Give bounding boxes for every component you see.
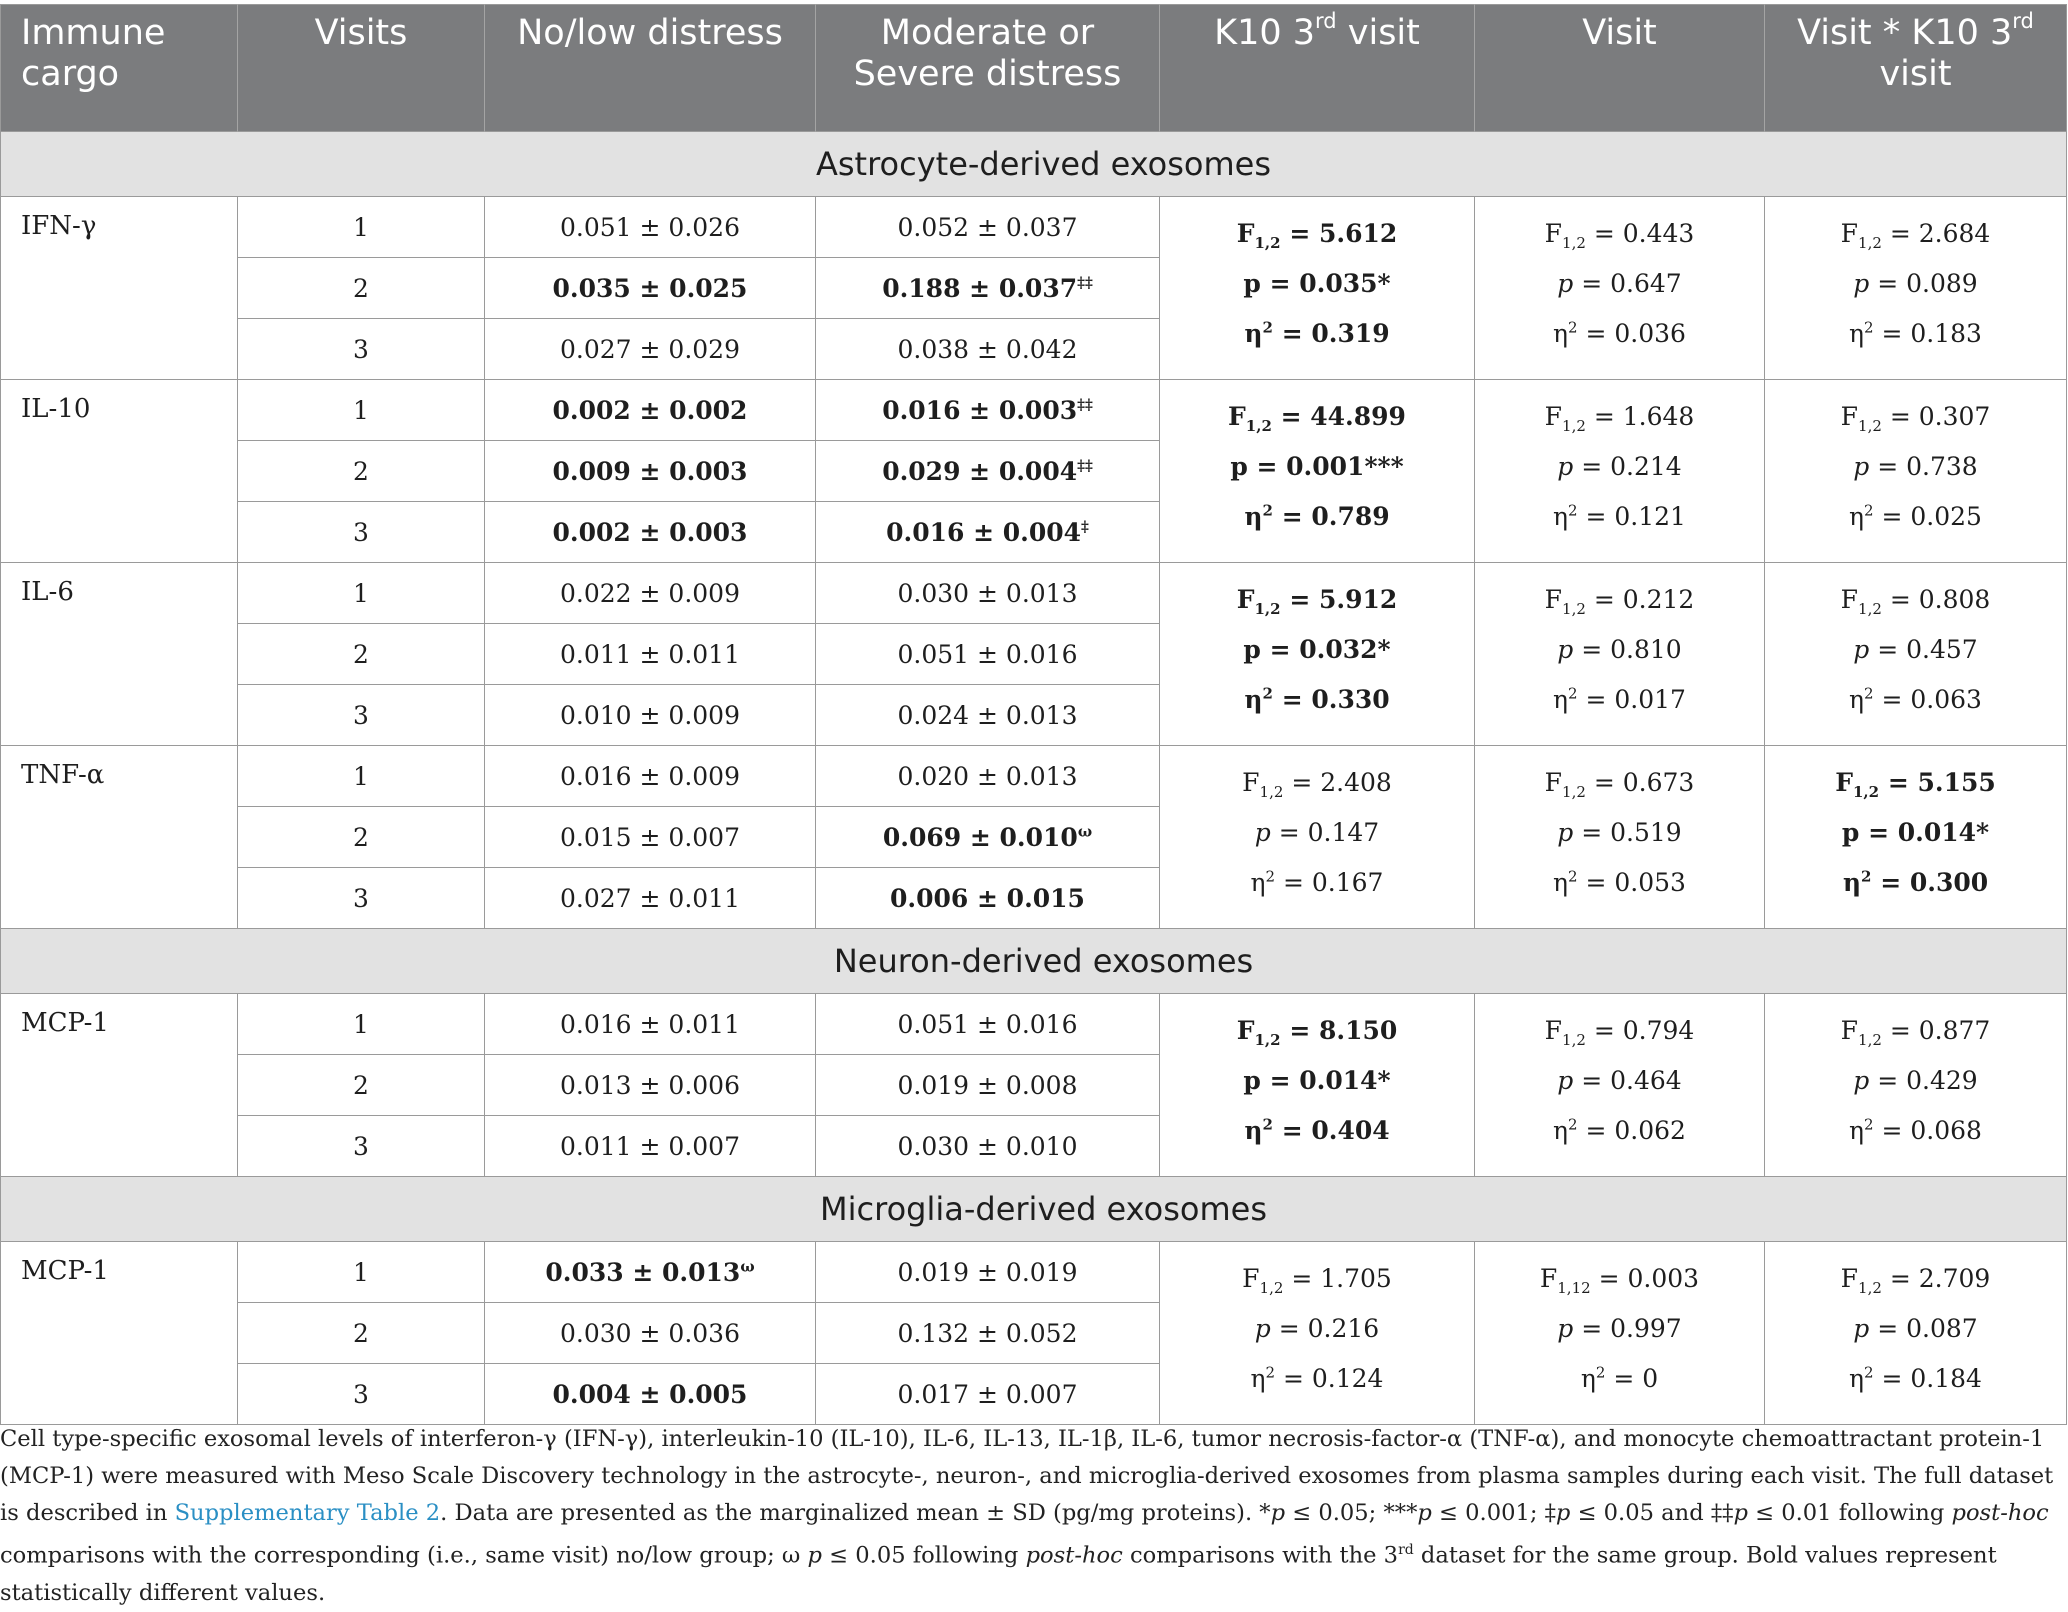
f-stat: $F_{1,2} = 0.673$	[1544, 768, 1695, 801]
p-stat: p = 0.738	[1853, 452, 1978, 481]
visit_stat-stat-cell	[1475, 563, 1765, 746]
moderate-value: 0.030 ± 0.010	[897, 1131, 1078, 1161]
eta-stat: $\eta^2 = 0.121$	[1553, 501, 1686, 531]
nolow-cell	[485, 441, 816, 502]
p-value: = 0.738	[1869, 452, 1978, 481]
moderate-cell	[816, 1303, 1160, 1364]
visit-cell: 2	[238, 624, 485, 685]
eta-value: = 0.404	[1272, 1116, 1390, 1145]
f-df: 1,2	[1562, 1031, 1586, 1049]
header-nolow: No/low distress	[485, 5, 816, 132]
eta-stat: $\eta^2 = 0.063$	[1849, 684, 1982, 714]
f-value: = 5.155	[1879, 768, 1996, 797]
visit-cell: 1	[238, 746, 485, 807]
p-value: = 0.997	[1573, 1314, 1682, 1343]
table-row	[1, 380, 2067, 441]
f-stat: $F_{1,2} = 2.709$	[1840, 1264, 1991, 1297]
visit-cell: 3	[238, 868, 485, 929]
p-value: = 0.001***	[1247, 452, 1404, 481]
f-value: = 44.899	[1271, 402, 1406, 431]
visit_stat-stat-cell	[1475, 746, 1765, 929]
moderate-cell	[816, 685, 1160, 746]
f-value: = 5.612	[1280, 219, 1398, 248]
cargo-cell: IFN-γ	[1, 197, 238, 380]
f-stat: $F_{1,2} = 5.612$	[1236, 219, 1398, 252]
f-value: = 0.877	[1881, 1016, 1991, 1045]
eta-stat: $\eta^2 = 0.319$	[1244, 318, 1390, 348]
eta-value: = 0.124	[1275, 1364, 1384, 1393]
p-value: = 0.014*	[1260, 1066, 1391, 1095]
results-table	[0, 4, 2067, 1425]
nolow-value: 0.022 ± 0.009	[560, 578, 740, 608]
f-df: 1,12	[1557, 1279, 1591, 1297]
eta-stat: $\eta^2 = 0.404$	[1244, 1115, 1390, 1145]
header-k10: K10 3rd visit	[1160, 5, 1475, 132]
visit_stat-stat-cell	[1475, 1242, 1765, 1425]
nolow-value: 0.011 ± 0.011	[560, 639, 740, 669]
f-df: 1,2	[1858, 1279, 1882, 1297]
f-stat: $F_{1,2} = 0.212$	[1544, 585, 1695, 618]
f-stat: $F_{1,2} = 2.684$	[1840, 219, 1991, 252]
eta-value: = 0.330	[1272, 685, 1390, 714]
p-stat: p = 0.810	[1557, 635, 1682, 664]
nolow-cell	[485, 197, 816, 258]
f-value: = 8.150	[1280, 1016, 1398, 1045]
eta-value: = 0.183	[1873, 319, 1982, 348]
inter-stat-cell	[1765, 994, 2067, 1177]
eta-stat: $\eta^2 = 0.017$	[1553, 684, 1686, 714]
f-value: = 0.794	[1585, 1016, 1695, 1045]
moderate-value: 0.019 ± 0.019	[897, 1257, 1078, 1287]
eta-stat: $\eta^2 = 0$	[1580, 1363, 1659, 1393]
visit_stat-stat-cell	[1475, 380, 1765, 563]
moderate-cell	[816, 1242, 1160, 1303]
p-stat: p = 0.429	[1853, 1066, 1978, 1095]
moderate-value: 0.030 ± 0.013	[897, 578, 1078, 608]
nolow-cell	[485, 624, 816, 685]
nolow-value: 0.051 ± 0.026	[560, 212, 740, 242]
p-stat: p = 0.032*	[1243, 635, 1391, 664]
moderate-value: 0.024 ± 0.013	[897, 700, 1078, 730]
f-stat: $F_{1,2} = 44.899$	[1228, 402, 1406, 435]
moderate-mark: ‡‡	[1077, 456, 1093, 475]
f-df: 1,2	[1245, 417, 1272, 435]
f-value: = 1.648	[1585, 402, 1695, 431]
p-value: = 0.457	[1869, 635, 1978, 664]
f-df: 1,2	[1259, 1279, 1284, 1297]
eta-value: = 0.184	[1873, 1364, 1982, 1393]
p-stat: p = 0.147	[1254, 818, 1380, 847]
k10-stat-cell	[1160, 563, 1475, 746]
eta-stat: $\eta^2 = 0.068$	[1849, 1115, 1982, 1145]
section-title: Astrocyte-derived exosomes	[1, 132, 2067, 197]
moderate-cell	[816, 563, 1160, 624]
p-stat: p = 0.519	[1557, 818, 1682, 847]
moderate-cell	[816, 1116, 1160, 1177]
moderate-cell	[816, 319, 1160, 380]
f-df: 1,2	[1254, 600, 1281, 618]
nolow-cell	[485, 807, 816, 868]
cargo-cell: MCP-1	[1, 994, 238, 1177]
moderate-cell	[816, 624, 1160, 685]
f-value: = 1.705	[1283, 1264, 1392, 1293]
moderate-value: 0.188 ± 0.037	[882, 273, 1078, 303]
f-df: 1,2	[1858, 1031, 1882, 1049]
eta-stat: $\eta^2 = 0.062$	[1553, 1115, 1686, 1145]
visit-cell: 2	[238, 807, 485, 868]
nolow-value: 0.030 ± 0.036	[560, 1318, 740, 1348]
eta-stat: $\eta^2 = 0.025$	[1849, 501, 1982, 531]
p-value: = 0.087	[1869, 1314, 1978, 1343]
eta-value: = 0.017	[1577, 685, 1686, 714]
eta-stat: $\eta^2 = 0.183$	[1849, 318, 1982, 348]
visit-cell: 1	[238, 994, 485, 1055]
p-value: = 0.519	[1573, 818, 1682, 847]
nolow-cell	[485, 563, 816, 624]
f-stat: $F_{1,2} = 2.408$	[1242, 768, 1392, 801]
nolow-value: 0.002 ± 0.002	[552, 395, 748, 425]
eta-value: = 0.053	[1577, 868, 1686, 897]
visit-cell: 3	[238, 685, 485, 746]
table-caption: Cell type-specific exosomal levels of interferon-γ (IFN-γ), interleukin-10 (IL-10), IL-6, IL-13, IL-1β, IL-6, tumor necrosis-factor-α (TNF-α), and monocyte chemoattractant protein-1 (MCP-1) were measured with Meso Scale Discovery technology in the astrocyte-, neuron-, and microglia-derived exosomes from plasma samples during each visit. The full dataset is described in Supplementary Table 2. Data are presented as the marginalized mean ± SD (pg/mg proteins). *p ≤ 0.05; ***p ≤ 0.001; ‡p ≤ 0.05 and ‡‡p ≤ 0.01 following post-hoc comparisons with the corresponding (i.e., same visit) no/low group; ω p ≤ 0.05 following post-hoc comparisons with the 3rd dataset for the same group. Bold values represent statistically different values.	[0, 1426, 2054, 1606]
f-stat: $F_{1,2} = 0.808$	[1840, 585, 1991, 618]
f-value: = 0.003	[1590, 1264, 1700, 1293]
k10-stat-cell	[1160, 197, 1475, 380]
eta-stat: $\eta^2 = 0.184$	[1849, 1363, 1982, 1393]
f-stat: $F_{1,2} = 0.877$	[1840, 1016, 1991, 1049]
eta-value: = 0.121	[1577, 502, 1686, 531]
visit-cell: 3	[238, 502, 485, 563]
visit-cell: 2	[238, 441, 485, 502]
nolow-cell	[485, 994, 816, 1055]
moderate-value: 0.132 ± 0.052	[897, 1318, 1078, 1348]
moderate-cell	[816, 258, 1160, 319]
nolow-value: 0.009 ± 0.003	[552, 456, 748, 486]
f-df: 1,2	[1853, 783, 1880, 801]
f-stat: $F_{1,2} = 5.912$	[1236, 585, 1398, 618]
eta-value: = 0	[1605, 1364, 1659, 1393]
moderate-value: 0.038 ± 0.042	[897, 334, 1078, 364]
moderate-cell	[816, 1364, 1160, 1425]
eta-value: = 0.068	[1873, 1116, 1982, 1145]
eta-stat: $\eta^2 = 0.300$	[1842, 867, 1989, 897]
nolow-value: 0.016 ± 0.011	[560, 1009, 740, 1039]
f-df: 1,2	[1858, 417, 1882, 435]
visit-cell: 2	[238, 258, 485, 319]
moderate-cell	[816, 746, 1160, 807]
p-stat: p = 0.214	[1557, 452, 1682, 481]
nolow-value: 0.010 ± 0.009	[560, 700, 740, 730]
k10-stat-cell	[1160, 1242, 1475, 1425]
eta-value: = 0.167	[1275, 868, 1384, 897]
p-value: = 0.647	[1573, 269, 1682, 298]
p-stat: p = 0.647	[1557, 269, 1682, 298]
nolow-value: 0.016 ± 0.009	[560, 761, 740, 791]
moderate-value: 0.020 ± 0.013	[897, 761, 1078, 791]
p-stat: p = 0.464	[1557, 1066, 1682, 1095]
f-value: = 0.212	[1585, 585, 1695, 614]
p-value: = 0.464	[1573, 1066, 1682, 1095]
p-value: = 0.429	[1869, 1066, 1978, 1095]
section-title: Neuron-derived exosomes	[1, 929, 2067, 994]
k10-stat-cell	[1160, 746, 1475, 929]
visit_stat-stat-cell	[1475, 197, 1765, 380]
moderate-value: 0.052 ± 0.037	[897, 212, 1078, 242]
visit-cell: 1	[238, 380, 485, 441]
nolow-cell	[485, 1116, 816, 1177]
visit-cell: 3	[238, 1364, 485, 1425]
inter-stat-cell	[1765, 563, 2067, 746]
nolow-mark: ω	[740, 1257, 755, 1276]
section-row	[1, 929, 2067, 994]
p-value: = 0.014*	[1859, 818, 1990, 847]
section-row	[1, 1177, 2067, 1242]
f-df: 1,2	[1562, 234, 1586, 252]
nolow-cell	[485, 746, 816, 807]
visit-cell: 1	[238, 1242, 485, 1303]
moderate-value: 0.017 ± 0.007	[897, 1379, 1078, 1409]
moderate-cell	[816, 502, 1160, 563]
p-value: = 0.216	[1270, 1314, 1380, 1343]
p-value: = 0.032*	[1260, 635, 1391, 664]
visit-cell: 3	[238, 1116, 485, 1177]
f-value: = 0.673	[1585, 768, 1695, 797]
moderate-cell	[816, 807, 1160, 868]
header-moderate: Moderate or Severe distress	[816, 5, 1160, 132]
f-df: 1,2	[1858, 234, 1882, 252]
moderate-cell	[816, 868, 1160, 929]
f-stat: $F_{1,12} = 0.003$	[1539, 1264, 1700, 1297]
moderate-value: 0.006 ± 0.015	[890, 883, 1085, 913]
p-value: = 0.810	[1573, 635, 1682, 664]
inter-stat-cell	[1765, 197, 2067, 380]
eta-value: = 0.062	[1577, 1116, 1686, 1145]
visit-cell: 1	[238, 197, 485, 258]
moderate-cell	[816, 441, 1160, 502]
visit_stat-stat-cell	[1475, 994, 1765, 1177]
nolow-cell	[485, 380, 816, 441]
f-df: 1,2	[1858, 600, 1882, 618]
moderate-cell	[816, 380, 1160, 441]
f-value: = 2.408	[1283, 768, 1392, 797]
p-stat: p = 0.014*	[1841, 818, 1990, 847]
header-row	[1, 5, 2067, 132]
f-df: 1,2	[1254, 1031, 1281, 1049]
nolow-value: 0.004 ± 0.005	[552, 1379, 748, 1409]
f-value: = 0.808	[1881, 585, 1991, 614]
moderate-value: 0.016 ± 0.004	[886, 517, 1082, 547]
p-value: = 0.147	[1270, 818, 1380, 847]
f-df: 1,2	[1562, 417, 1586, 435]
table-row	[1, 563, 2067, 624]
nolow-cell	[485, 868, 816, 929]
cargo-cell: MCP-1	[1, 1242, 238, 1425]
moderate-value: 0.051 ± 0.016	[897, 639, 1078, 669]
visit-cell: 3	[238, 319, 485, 380]
header-visit: Visit	[1475, 5, 1765, 132]
nolow-cell	[485, 1242, 816, 1303]
eta-value: = 0.300	[1871, 868, 1989, 897]
f-stat: $F_{1,2} = 5.155$	[1835, 768, 1996, 801]
table-row	[1, 1242, 2067, 1303]
f-df: 1,2	[1562, 783, 1586, 801]
header-visits: Visits	[238, 5, 485, 132]
moderate-mark: ‡‡	[1077, 273, 1093, 292]
nolow-cell	[485, 319, 816, 380]
moderate-mark: ‡‡	[1077, 395, 1093, 414]
p-stat: p = 0.216	[1254, 1314, 1380, 1343]
nolow-value: 0.027 ± 0.029	[560, 334, 740, 364]
eta-stat: $\eta^2 = 0.789$	[1244, 501, 1390, 531]
eta-stat: $\eta^2 = 0.053$	[1553, 867, 1686, 897]
f-value: = 2.709	[1881, 1264, 1991, 1293]
inter-stat-cell	[1765, 1242, 2067, 1425]
p-stat: p = 0.997	[1557, 1314, 1682, 1343]
p-stat: p = 0.089	[1853, 269, 1978, 298]
eta-value: = 0.063	[1873, 685, 1982, 714]
nolow-cell	[485, 685, 816, 746]
nolow-value: 0.035 ± 0.025	[552, 273, 748, 303]
nolow-value: 0.013 ± 0.006	[560, 1070, 740, 1100]
f-df: 1,2	[1259, 783, 1284, 801]
moderate-value: 0.051 ± 0.016	[897, 1009, 1078, 1039]
nolow-cell	[485, 1055, 816, 1116]
eta-stat: $\eta^2 = 0.124$	[1250, 1363, 1384, 1393]
f-stat: $F_{1,2} = 0.307$	[1840, 402, 1991, 435]
visit-cell: 1	[238, 563, 485, 624]
moderate-cell	[816, 994, 1160, 1055]
p-stat: p = 0.457	[1853, 635, 1978, 664]
f-value: = 2.684	[1881, 219, 1991, 248]
nolow-cell	[485, 1364, 816, 1425]
p-stat: p = 0.001***	[1230, 452, 1404, 481]
f-stat: $F_{1,2} = 1.705$	[1242, 1264, 1392, 1297]
moderate-value: 0.019 ± 0.008	[897, 1070, 1078, 1100]
p-value: = 0.089	[1869, 269, 1978, 298]
section-row	[1, 132, 2067, 197]
eta-stat: $\eta^2 = 0.036$	[1553, 318, 1686, 348]
cargo-cell: IL-6	[1, 563, 238, 746]
k10-stat-cell	[1160, 380, 1475, 563]
supplementary-link[interactable]: Supplementary Table 2	[174, 1500, 441, 1526]
table-body	[1, 132, 2067, 1425]
f-value: = 0.307	[1881, 402, 1991, 431]
table-row	[1, 994, 2067, 1055]
p-value: = 0.214	[1573, 452, 1682, 481]
f-stat: $F_{1,2} = 0.794$	[1544, 1016, 1695, 1049]
table-row	[1, 746, 2067, 807]
cargo-cell: TNF-α	[1, 746, 238, 929]
table-row	[1, 197, 2067, 258]
f-value: = 5.912	[1280, 585, 1398, 614]
moderate-mark: ω	[1077, 822, 1093, 841]
p-value: = 0.035*	[1260, 269, 1391, 298]
cargo-cell: IL-10	[1, 380, 238, 563]
f-stat: $F_{1,2} = 8.150$	[1236, 1016, 1398, 1049]
moderate-value: 0.069 ± 0.010	[882, 822, 1078, 852]
moderate-value: 0.016 ± 0.003	[882, 395, 1078, 425]
nolow-value: 0.033 ± 0.013	[545, 1257, 741, 1287]
nolow-cell	[485, 258, 816, 319]
inter-stat-cell	[1765, 746, 2067, 929]
nolow-value: 0.011 ± 0.007	[560, 1131, 740, 1161]
p-stat: p = 0.035*	[1243, 269, 1391, 298]
p-stat: p = 0.087	[1853, 1314, 1978, 1343]
eta-value: = 0.789	[1272, 502, 1390, 531]
eta-value: = 0.025	[1873, 502, 1982, 531]
f-stat: $F_{1,2} = 1.648$	[1544, 402, 1695, 435]
k10-stat-cell	[1160, 994, 1475, 1177]
eta-stat: $\eta^2 = 0.330$	[1244, 684, 1390, 714]
f-stat: $F_{1,2} = 0.443$	[1544, 219, 1695, 252]
p-stat: p = 0.014*	[1243, 1066, 1391, 1095]
nolow-cell	[485, 1303, 816, 1364]
header-immune-cargo: Immune cargo	[1, 5, 238, 132]
header-interaction: Visit * K10 3rd visit	[1765, 5, 2067, 132]
moderate-value: 0.029 ± 0.004	[882, 456, 1078, 486]
eta-value: = 0.036	[1577, 319, 1686, 348]
inter-stat-cell	[1765, 380, 2067, 563]
nolow-value: 0.027 ± 0.011	[560, 883, 740, 913]
visit-cell: 2	[238, 1055, 485, 1116]
f-value: = 0.443	[1585, 219, 1695, 248]
visit-cell: 2	[238, 1303, 485, 1364]
section-title: Microglia-derived exosomes	[1, 1177, 2067, 1242]
moderate-cell	[816, 1055, 1160, 1116]
moderate-mark: ‡	[1081, 517, 1089, 536]
eta-stat: $\eta^2 = 0.167$	[1250, 867, 1384, 897]
nolow-value: 0.015 ± 0.007	[560, 822, 740, 852]
moderate-cell	[816, 197, 1160, 258]
nolow-cell	[485, 502, 816, 563]
eta-value: = 0.319	[1272, 319, 1390, 348]
f-df: 1,2	[1562, 600, 1586, 618]
nolow-value: 0.002 ± 0.003	[552, 517, 748, 547]
f-df: 1,2	[1254, 234, 1281, 252]
